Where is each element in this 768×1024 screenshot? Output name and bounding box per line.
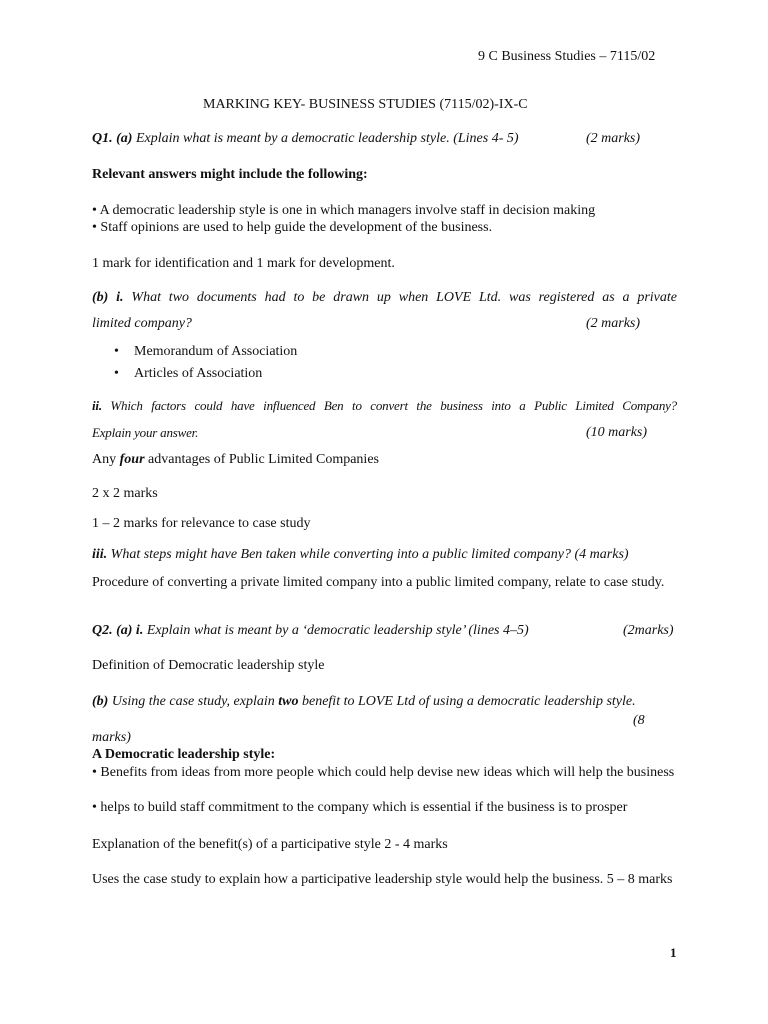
document-title: MARKING KEY- BUSINESS STUDIES (7115/02)-IX-C [203, 97, 528, 112]
running-header: 9 C Business Studies – 7115/02 [478, 49, 656, 64]
q1a-bullet-1: • A democratic leadership style is one in which managers involve staff in decision making [92, 203, 596, 218]
q2b-text-pre: Using the case study, explain [108, 694, 279, 709]
q1biii-text: What steps might have Ben taken while converting into a public limited company? (4 marks) [107, 547, 629, 562]
q2b-bullet-2: • helps to build staff commitment to the company which is essential if the business is to prosper [92, 800, 628, 815]
q2ai-label: Q2. (a) i. [92, 623, 144, 638]
q2b-text-emph: two [278, 694, 299, 709]
q1bi-label: (b) i. [92, 290, 124, 305]
q2b-scheme-2: Uses the case study to explain how a participative leadership style would help the business. 5 – 8 marks [92, 872, 673, 887]
bullet-icon: • [114, 344, 119, 359]
q2b-bullet-1: • Benefits from ideas from more people which could help devise new ideas which will help the business [92, 765, 675, 780]
q1biii-question [92, 546, 629, 563]
q1bi-text-1: What two documents had to be drawn up when LOVE Ltd. was registered as a private [123, 290, 677, 305]
q1bi-bullet-1 [114, 343, 297, 360]
bullet-icon: • [114, 366, 119, 381]
q1biii-procedure: Procedure of converting a private limited company into a public limited company, relate to case study. [92, 575, 665, 590]
q1a-label: Q1. (a) [92, 131, 133, 146]
q1bi-bullet-2 [114, 365, 262, 382]
q2ai-question [92, 622, 529, 639]
page-number: 1 [670, 945, 677, 960]
q1bii-text-1: Which factors could have influenced Ben to convert the business into a Public Limited Company? [101, 398, 677, 413]
q1a-mark-scheme: 1 mark for identification and 1 mark for development. [92, 256, 395, 271]
q1bii-scheme-1: 2 x 2 marks [92, 486, 158, 501]
q1bii-any-four [92, 451, 379, 468]
q1bii-marks: (10 marks) [586, 425, 648, 440]
q1bii-scheme-2: 1 – 2 marks for relevance to case study [92, 516, 311, 531]
q2b-label: (b) [92, 694, 109, 709]
q2b-marks-1: (8 [633, 713, 645, 728]
q1a-marks: (2 marks) [586, 131, 641, 146]
q1biii-label: iii. [92, 547, 108, 562]
q1a-text: Explain what is meant by a democratic leadership style. (Lines 4- 5) [132, 131, 519, 146]
q2b-heading: A Democratic leadership style: [92, 747, 276, 762]
any-prefix: Any [92, 452, 120, 467]
q1bi-bullet-2-text: Articles of Association [134, 366, 263, 381]
q2ai-marks: (2marks) [623, 623, 674, 638]
q1a-bullet-2: • Staff opinions are used to help guide the development of the business. [92, 220, 493, 235]
q1a-question [92, 130, 519, 147]
q2ai-answer: Definition of Democratic leadership style [92, 658, 325, 673]
q2b-scheme-1: Explanation of the benefit(s) of a participative style 2 - 4 marks [92, 837, 448, 852]
q1bii-question-line2: Explain your answer. [92, 425, 199, 440]
q1bii-label: ii. [92, 398, 102, 413]
q2b-marks-2: marks) [92, 730, 131, 745]
any-suffix: advantages of Public Limited Companies [144, 452, 379, 467]
q1bi-question-line2: limited company? [92, 316, 192, 331]
q2b-text-post: benefit to LOVE Ltd of using a democratic leadership style. [298, 694, 636, 709]
q1bi-marks: (2 marks) [586, 316, 641, 331]
q2ai-text: Explain what is meant by a ‘democratic leadership style’ (lines 4–5) [143, 623, 529, 638]
relevant-answers-heading: Relevant answers might include the following: [92, 167, 368, 182]
any-emph: four [119, 452, 145, 467]
q1bi-bullet-1-text: Memorandum of Association [134, 344, 298, 359]
q1bii-question-line1 [92, 397, 677, 414]
q1bi-question-line1 [92, 289, 677, 306]
q2b-question [92, 693, 636, 710]
